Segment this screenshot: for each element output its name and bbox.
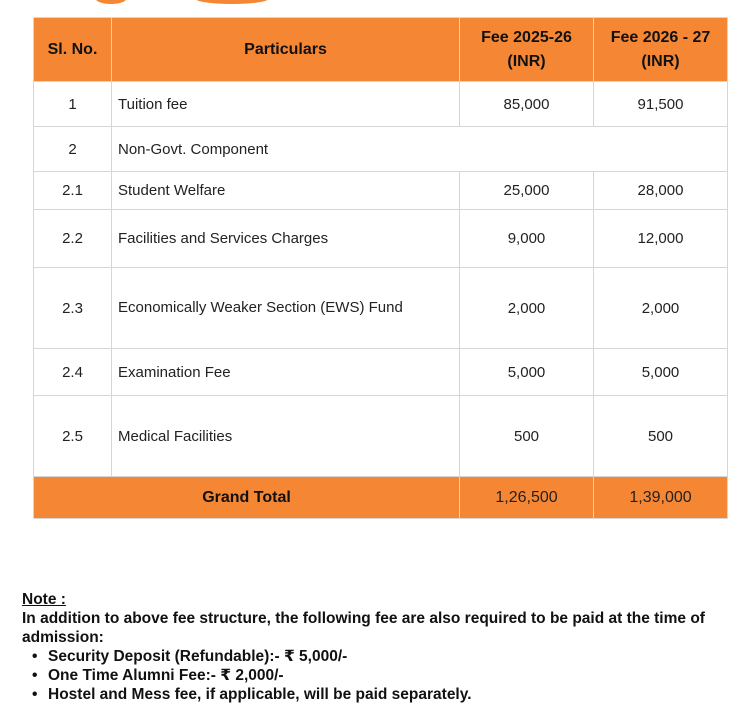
header-decoration-left bbox=[96, 0, 126, 4]
row-fee-2026-27: 2,000 bbox=[594, 268, 728, 349]
table-row bbox=[34, 349, 728, 396]
row-particular: Examination Fee bbox=[112, 349, 460, 396]
list-item bbox=[32, 647, 722, 666]
table-row bbox=[34, 210, 728, 268]
admission-note bbox=[22, 590, 722, 704]
header-fee-2026-27-title: Fee 2026 - 27 bbox=[610, 28, 711, 46]
grand-total-fee-2026-27: 1,39,000 bbox=[594, 477, 728, 519]
note-item-hostel-mess: Hostel and Mess fee, if applicable, will be paid separately. bbox=[48, 686, 472, 703]
header-fee-2025-26-title: Fee 2025-26 bbox=[481, 28, 572, 46]
fee-structure-table bbox=[33, 17, 728, 519]
row-sl-no: 2.3 bbox=[34, 268, 112, 349]
header-fee-2025-26-unit: (INR) bbox=[507, 52, 546, 70]
note-text: In addition to above fee structure, the following fee are also required to be paid at the time of admission: bbox=[22, 610, 705, 646]
table-row bbox=[34, 396, 728, 477]
row-fee-2025-26: 85,000 bbox=[460, 82, 594, 127]
header-particulars: Particulars bbox=[112, 18, 460, 82]
bullet-icon: • bbox=[32, 648, 38, 665]
row-fee-2025-26: 9,000 bbox=[460, 210, 594, 268]
note-item-alumni-fee: One Time Alumni Fee:- ₹ 2,000/- bbox=[48, 667, 284, 684]
row-particular: Non-Govt. Component bbox=[112, 127, 728, 172]
row-fee-2026-27: 12,000 bbox=[594, 210, 728, 268]
row-particular: Tuition fee bbox=[112, 82, 460, 127]
header-fee-2025-26 bbox=[460, 18, 594, 82]
row-fee-2026-27: 28,000 bbox=[594, 172, 728, 210]
note-list bbox=[22, 647, 722, 704]
row-particular: Medical Facilities bbox=[112, 396, 460, 477]
note-item-security-deposit: Security Deposit (Refundable):- ₹ 5,000/- bbox=[48, 648, 348, 665]
row-sl-no: 2.2 bbox=[34, 210, 112, 268]
row-fee-2025-26: 5,000 bbox=[460, 349, 594, 396]
table-row bbox=[34, 172, 728, 210]
row-sl-no: 2.1 bbox=[34, 172, 112, 210]
row-sl-no: 2.5 bbox=[34, 396, 112, 477]
table-header-row bbox=[34, 18, 728, 82]
bullet-icon: • bbox=[32, 686, 38, 703]
row-fee-2025-26: 500 bbox=[460, 396, 594, 477]
table-row bbox=[34, 268, 728, 349]
header-sl-no: Sl. No. bbox=[34, 18, 112, 82]
row-fee-2025-26: 25,000 bbox=[460, 172, 594, 210]
list-item bbox=[32, 666, 722, 685]
row-particular: Facilities and Services Charges bbox=[112, 210, 460, 268]
row-sl-no: 2.4 bbox=[34, 349, 112, 396]
note-title: Note : bbox=[22, 591, 66, 608]
row-fee-2026-27: 5,000 bbox=[594, 349, 728, 396]
table-row bbox=[34, 127, 728, 172]
header-fee-2026-27 bbox=[594, 18, 728, 82]
grand-total-label: Grand Total bbox=[34, 477, 460, 519]
row-fee-2026-27: 91,500 bbox=[594, 82, 728, 127]
row-fee-2025-26: 2,000 bbox=[460, 268, 594, 349]
header-fee-2026-27-unit: (INR) bbox=[641, 52, 680, 70]
grand-total-fee-2025-26: 1,26,500 bbox=[460, 477, 594, 519]
list-item bbox=[32, 685, 722, 704]
row-sl-no: 1 bbox=[34, 82, 112, 127]
grand-total-row bbox=[34, 477, 728, 519]
row-sl-no: 2 bbox=[34, 127, 112, 172]
bullet-icon: • bbox=[32, 667, 38, 684]
table-row bbox=[34, 82, 728, 127]
row-particular: Economically Weaker Section (EWS) Fund bbox=[112, 268, 460, 349]
header-decoration-right bbox=[196, 0, 268, 4]
row-fee-2026-27: 500 bbox=[594, 396, 728, 477]
row-particular: Student Welfare bbox=[112, 172, 460, 210]
